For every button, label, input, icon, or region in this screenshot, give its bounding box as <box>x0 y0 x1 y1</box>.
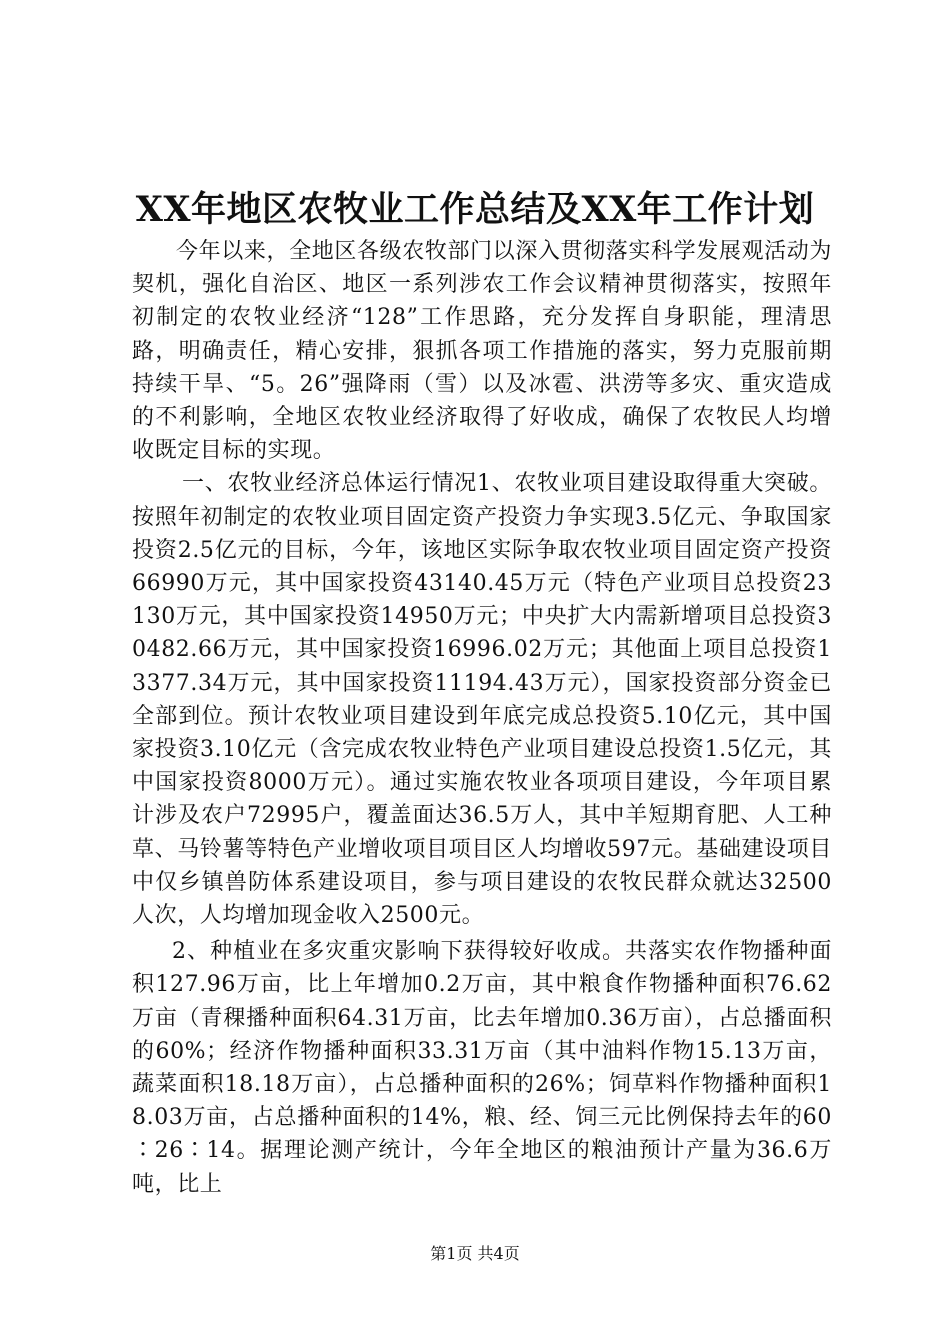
paragraph-intro: 今年以来，全地区各级农牧部门以深入贯彻落实科学发展观活动为契机，强化自治区、地区一系列涉农工作会议精神贯彻落实，按照年初制定的农牧业经济“128”工作思路，充分发挥自身职能，理清思路，明确责任，精心安排，狠抓各项工作措施的落实，努力克服前期持续干旱、“5。26”强降雨（雪）以及冰雹、洪涝等多灾、重灾造成的不利影响，全地区农牧业经济取得了好收成，确保了农牧民人均增收既定目标的实现。 <box>132 239 832 464</box>
paragraph-planting: 2、种植业在多灾重灾影响下获得较好收成。共落实农作物播种面积127.96万亩，比上年增加0.2万亩，其中粮食作物播种面积76.62万亩（青稞播种面积64.31万亩，比去年增加0.36万亩），占总播面积的60%；经济作物播种面积33.31万亩（其中油料作物15.13万亩，蔬菜面积18.18万亩），占总播种面积的26%；饲草料作物播种面积18.03万亩，占总播种面积的14%，粮、经、饲三元比例保持去年的60∶26∶14。据理论测产统计，今年全地区的粮油预计产量为36.6万吨，比上 <box>132 939 832 1197</box>
paragraph-project-construction: 一、农牧业经济总体运行情况1、农牧业项目建设取得重大突破。按照年初制定的农牧业项目固定资产投资力争实现3.5亿元、争取国家投资2.5亿元的目标，今年，该地区实际争取农牧业项目固定资产投资66990万元，其中国家投资43140.45万元（特色产业项目总投资23130万元，其中国家投资14950万元；中央扩大内需新增项目总投资30482.66万元，其中国家投资16996.02万元；其他面上项目总投资13377.34万元，其中国家投资11194.43万元），国家投资部分资金已全部到位。预计农牧业项目建设到年底完成总投资5.10亿元，其中国家投资3.10亿元（含完成农牧业特色产业项目建设总投资1.5亿元，其中国家投资8000万元）。通过实施农牧业各项项目建设，今年项目累计涉及农户72995户，覆盖面达36.5万人，其中羊短期育肥、人工种草、马铃薯等特色产业增收项目项目区人均增收597元。基础建设项目中仅乡镇兽防体系建设项目，参与项目建设的农牧民群众就达32500人次，人均增加现金收入2500元。 <box>132 471 832 929</box>
document-body <box>132 235 832 1201</box>
document-title: XX年地区农牧业工作总结及XX年工作计划 <box>135 189 815 230</box>
page-footer: 第1页 共4页 <box>430 1244 520 1263</box>
